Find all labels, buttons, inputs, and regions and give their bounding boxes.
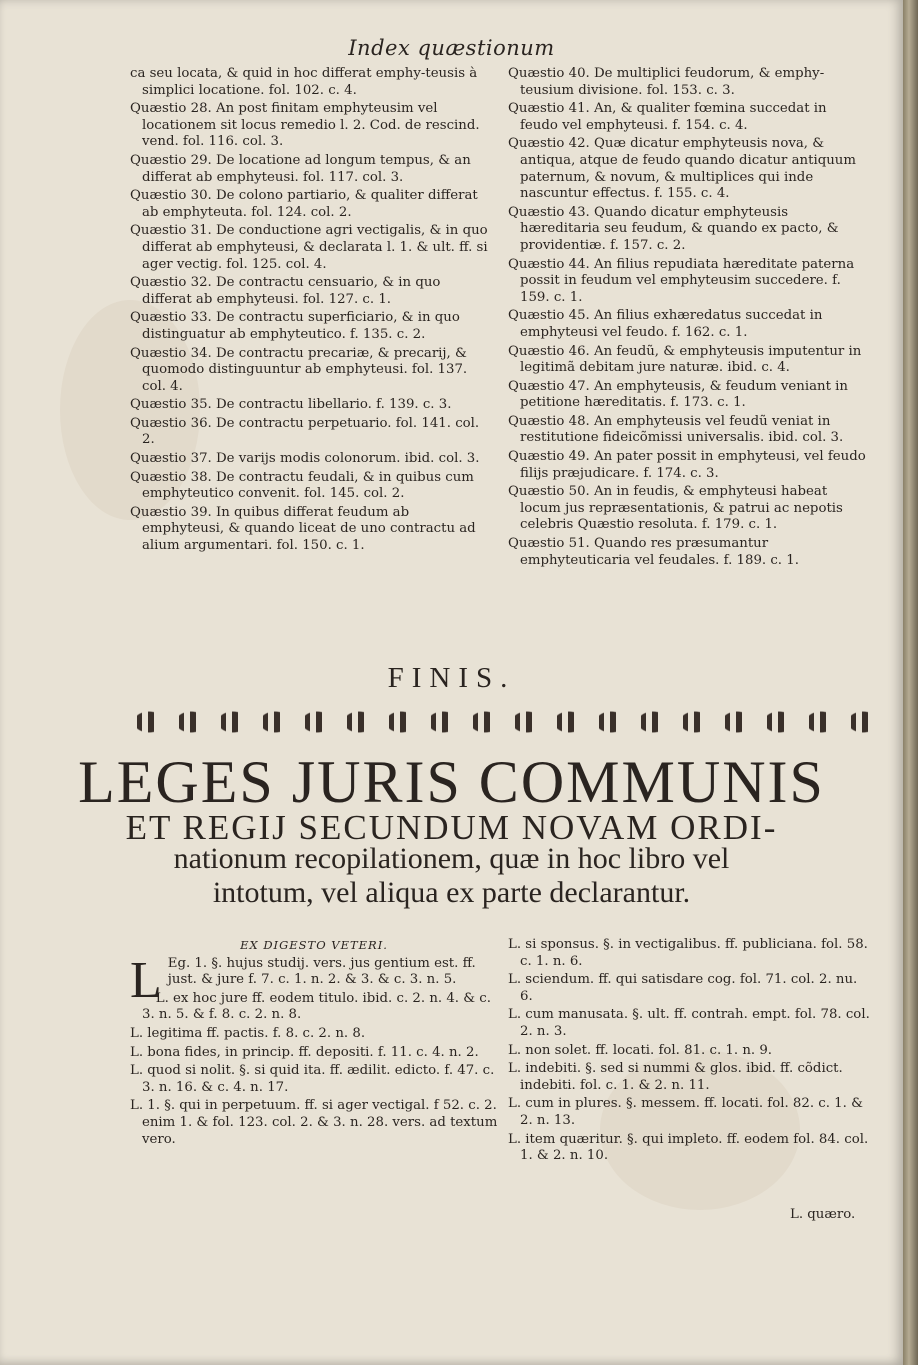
index-entry: Quæstio 30. De colono partiario, & qualiter differat ab emphyteuta. fol. 124. col. 2. (130, 188, 478, 220)
index-entry: L. si sponsus. §. in vectigalibus. ff. publiciana. fol. 58. c. 1. n. 6. (508, 937, 868, 969)
index-entry: Quæstio 51. Quando res præsumantur emphyteuticaria vel feudales. f. 189. c. 1. (508, 536, 799, 568)
index-entry: Quæstio 46. An feudũ, & emphyteusis imputentur in legitimã debitam jure naturæ. ibid. c. 4. (508, 343, 862, 376)
subhead-digesto: EX DIGESTO VETERI. (240, 938, 388, 952)
index-entry: Quæstio 37. De varijs modis colonorum. ibid. col. 3. (130, 451, 480, 467)
index-entry: Quæstio 44. An filius repudiata hæreditate paterna possit in feudum vel emphyteusim succedere. f. 159. c. 1. (508, 256, 855, 305)
index-entry: L. indebiti. §. sed si nummi & glos. ibid. ff. cõdict. indebiti. fol. c. 1. & 2. n. 11. (508, 1061, 843, 1093)
leges-column-right (508, 937, 870, 1167)
index-entry: L. item quæritur. §. qui impleto. ff. eodem fol. 84. col. 1. & 2. n. 10. (508, 1131, 869, 1164)
index-entry: Quæstio 32. De contractu censuario, & in quo differat ab emphyteusi. fol. 127. c. 1. (130, 275, 441, 307)
section-title-line4: intotum, vel aliqua ex parte declarantur. (212, 876, 691, 909)
index-entry: Quæstio 41. An, & qualiter fœmina succedat in feudo vel emphyteusi. f. 154. c. 4. (508, 101, 827, 133)
leges-entry: L. quod si nolit. §. si quid ita. ff. ædilit. edicto. f. 47. c. 3. n. 16. & c. 4. n. 17. (130, 1063, 495, 1095)
catchword: L. quæro. (790, 1207, 856, 1222)
index-entry: Quæstio 33. De contractu superficiario, & in quo distinguatur ab emphyteutico. f. 135. c. 2. (130, 310, 460, 342)
index-entry: L. cum in plures. §. messem. ff. locati. fol. 82. c. 1. & 2. n. 13. (508, 1096, 863, 1128)
leges-entry: L. bona fides, in princip. ff. depositi. f. 11. c. 4. n. 2. (130, 1044, 479, 1060)
leges-entry: L. legitima ff. pactis. f. 8. c. 2. n. 8. (130, 1025, 366, 1041)
section-title-line2: ET REGIJ SECUNDUM NOVAM ORDI- (125, 808, 778, 847)
index-entry: Quæstio 40. De multiplici feudorum, & emphy-teusium divisione. fol. 153. c. 3. (508, 66, 825, 98)
index-entry: Quæstio 36. De contractu perpetuario. fol. 141. col. 2. (130, 415, 480, 448)
index-entry: Quæstio 29. De locatione ad longum tempus, & an differat ab emphyteusi. fol. 117. col. 3. (130, 152, 471, 185)
leges-entry: L. 1. §. qui in perpetuum. ff. si ager vectigal. f 52. c. 2. enim 1. & fol. 123. col. 2. & 3. n. 28. vers. ad textum vero. (130, 1098, 498, 1147)
index-column-right (508, 66, 868, 571)
leges-column-left (130, 937, 498, 1150)
finis-heading: FINIS. (387, 662, 516, 694)
index-entry: ca seu locata, & quid in hoc differat emphy-teusis à simplici locatione. fol. 102. c. 4. (130, 66, 478, 98)
index-entry: Quæstio 39. In quibus differat feudum ab emphyteusi, & quando liceat de uno contractu ad alium argumentari. fol. 150. c. 1. (130, 504, 476, 554)
index-entry: Quæstio 43. Quando dicatur emphyteusis hæreditaria seu feudum, & quando ex pacto, & providentiæ. f. 157. c. 2. (508, 204, 839, 253)
index-entry: L. non solet. ff. locati. fol. 81. c. 1. n. 9. (508, 1042, 773, 1058)
index-entry: Quæstio 47. An emphyteusis, & feudum veniant in petitione hæreditatis. f. 173. c. 1. (508, 378, 848, 411)
index-entry: Quæstio 35. De contractu libellario. f. 139. c. 3. (130, 397, 452, 413)
index-entry: L. cum manusata. §. ult. ff. contrah. empt. fol. 78. col. 2. n. 3. (508, 1007, 870, 1039)
index-entry: L. sciendum. ff. qui satisdare cog. fol. 71. col. 2. nu. 6. (508, 972, 858, 1004)
index-entry: Quæstio 49. An pater possit in emphyteusi, vel feudo filijs præjudicare. f. 174. c. 3. (508, 449, 866, 481)
section-title-line3: nationum recopilationem, quæ in hoc libro vel (173, 842, 730, 875)
ornament-band (128, 707, 868, 737)
next-page-edge (903, 0, 918, 1365)
index-entry: Quæstio 42. Quæ dicatur emphyteusis nova, & antiqua, atque de feudo quando dicatur antiquum paternum, & novum, & multiplices qui inde nascuntur effectus. f. 155. c. 4. (508, 136, 856, 202)
leges-entry-text: Eg. 1. §. hujus studij. vers. jus gentium est. ff. just. & jure f. 7. c. 1. n. 2. & 3. & c. 3. n. 5. (167, 955, 476, 988)
section-title-line1: LEGES JURIS COMMUNIS (78, 749, 825, 815)
index-entry: Quæstio 34. De contractu precariæ, & precarij, & quomodo distinguuntur ab emphyteusi. fol. 137. col. 4. (130, 345, 468, 394)
index-entry: Quæstio 38. De contractu feudali, & in quibus cum emphyteutico convenit. fol. 145. col. 2. (130, 469, 474, 502)
index-entry: Quæstio 50. An in feudis, & emphyteusi habeat locum jus repræsentationis, & patrui ac nepotis celebris Quæstio resoluta. f. 179. c. 1. (508, 484, 843, 533)
index-entry: Quæstio 45. An filius exhæredatus succedat in emphyteusi vel feudo. f. 162. c. 1. (508, 308, 823, 340)
index-entry: Quæstio 31. De conductione agri vectigalis, & in quo differat ab emphyteusi, & declarata l. 1. & ult. ff. si ager vectig. fol. 125. col. 4. (130, 223, 488, 272)
leges-entry: L. ex hoc jure ff. eodem titulo. ibid. c. 2. n. 4. & c. 3. n. 5. & f. 8. c. 2. n. 8. (142, 990, 491, 1023)
running-head: Index quæstionum (348, 36, 555, 60)
index-entry: Quæstio 28. An post finitam emphyteusim vel locationem sit locus remedio l. 2. Cod. de rescind. vend. fol. 116. col. 3. (130, 101, 480, 150)
index-column-left (130, 66, 492, 557)
index-entry: Quæstio 48. An emphyteusis vel feudũ veniat in restitutione fideicõmissi universalis. ibid. col. 3. (508, 413, 844, 446)
drop-cap: L (130, 951, 162, 1009)
